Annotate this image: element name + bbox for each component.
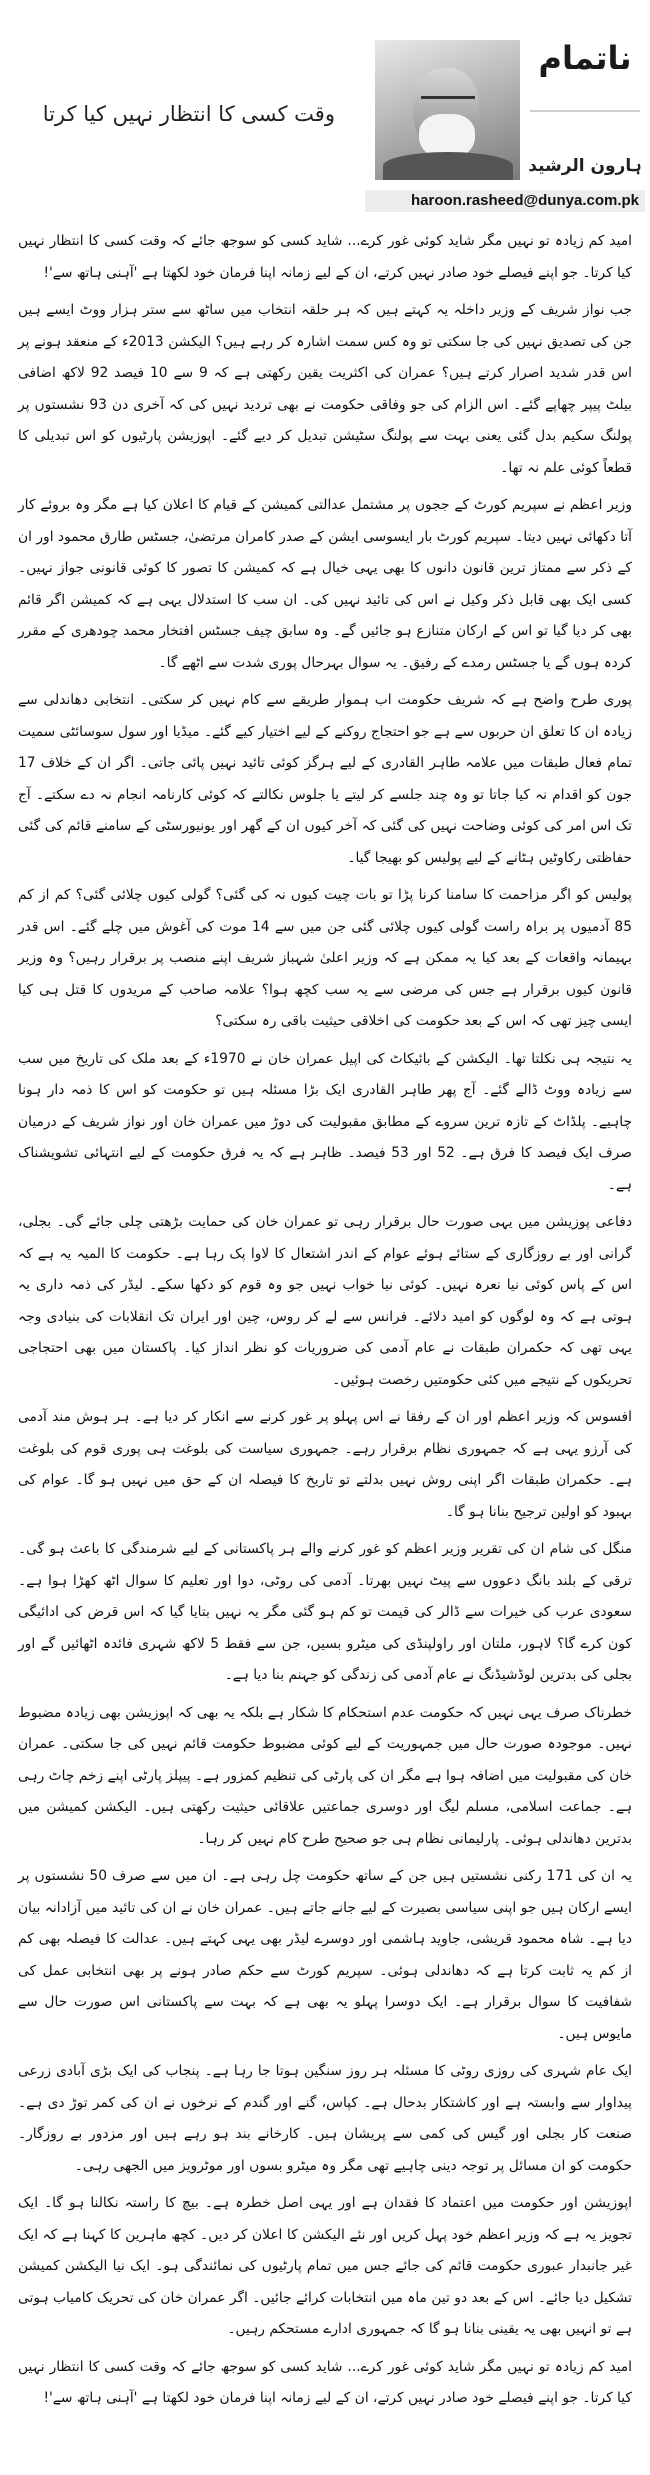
paragraph: امید کم زیادہ تو نہیں مگر شاید کوئی غور کرے... شاید کسی کو سوجھ جائے کہ وقت کسی کا انتظار نہیں کیا کرتا۔ جو اپنے فیصلے خود صادر نہیں کرتے، ان کے لیے زمانہ اپنا فرمان خود لکھتا ہے 'آہنی ہاتھ سے'! — [18, 233, 632, 281]
author-glasses — [421, 96, 475, 107]
paragraph: دفاعی پوزیشن میں یہی صورت حال برقرار رہی تو عمران خان کی حمایت بڑھتی چلی جائے گی۔ بجلی، گرانی اور بے روزگاری کے ستائے ہوئے عوام کے اندر اشتعال کا لاوا پک رہا ہے۔ حکومت کا المیہ یہ ہے کہ اس کے پاس کوئی نیا نعرہ نہیں۔ کوئی نیا خواب نہیں جو وہ قوم کو دکھا سکے۔ لیڈر کی ذمہ داری یہ ہوتی ہے کہ وہ لوگوں کو امید دلائے۔ فرانس سے لے کر روس، چین اور ایران تک انقلابات کی بنیادی وجہ یہی تھی کہ حکمران طبقات نے عام آدمی کی ضروریات کو نظر انداز کیا۔ پاکستان میں بھی احتجاجی تحریکوں کے نتیجے میں کئی حکومتیں رخصت ہوئیں۔ — [18, 1214, 632, 1388]
paragraph: ایک عام شہری کی روزی روٹی کا مسئلہ ہر روز سنگین ہوتا جا رہا ہے۔ پنجاب کی ایک بڑی آبادی زرعی پیداوار سے وابستہ ہے اور کاشتکار بدحال ہے۔ کپاس، گنے اور گندم کے نرخوں نے ان کی کمر توڑ دی ہے۔ صنعت کار بجلی اور گیس کی کمی سے پریشان ہیں۔ کارخانے بند ہو رہے ہیں اور مزدور بے روزگار۔ حکومت کو ان مسائل پر توجہ دینی چاہیے تھی مگر وہ میٹرو بسوں اور موٹرویز میں الجھی رہی۔ — [18, 2063, 632, 2174]
author-photo — [375, 40, 520, 180]
column-header — [0, 0, 650, 218]
author-shoulders — [383, 152, 513, 180]
column-name: ناتمام — [538, 39, 632, 77]
paragraph: منگل کی شام ان کی تقریر وزیر اعظم کو غور کرنے والے ہر پاکستانی کے لیے شرمندگی کا باعث ہو گی۔ ترقی کے بلند بانگ دعووں سے پیٹ نہیں بھرتا۔ آدمی کی روٹی، دوا اور تعلیم کا سوال اٹھ کھڑا ہوا ہے۔ سعودی عرب کی خیرات سے ڈالر کی قیمت تو کم ہو گئی مگر یہ نہیں بتایا گیا کہ اس قرض کی ادائیگی کون کرے گا؟ لاہور، ملتان اور راولپنڈی کی میٹرو بسیں، جن سے فقط 5 لاکھ شہری فائدہ اٹھائیں گے اور بجلی کی بدترین لوڈشیڈنگ نے عام آدمی کی زندگی کو جہنم بنا دیا ہے۔ — [18, 1541, 632, 1683]
paragraph: اپوزیشن اور حکومت میں اعتماد کا فقدان ہے اور یہی اصل خطرہ ہے۔ بیچ کا راستہ نکالنا ہو گا۔ ایک تجویز یہ ہے کہ وزیر اعظم خود پہل کریں اور نئے الیکشن کا اعلان کر دیں۔ کچھ ماہرین کا کہنا ہے کہ ایک غیر جانبدار عبوری حکومت قائم کی جائے جس میں تمام پارٹیوں کی نمائندگی ہو۔ ایک نیا الیکشن کمیشن تشکیل دیا جائے۔ اس کے بعد دو تین ماہ میں انتخابات کرائے جائیں۔ اگر عمران خان کی تحریک کامیاب ہوتی ہے تو انہیں بھی یہ یقینی بنانا ہو گا کہ جمہوری ادارے مستحکم رہیں۔ — [18, 2195, 632, 2337]
paragraph: جب نواز شریف کے وزیر داخلہ یہ کہتے ہیں کہ ہر حلقہ انتخاب میں ساٹھ سے ستر ہزار ووٹ ایسے ہیں جن کی تصدیق نہیں کی جا سکتی تو وہ کس سمت اشارہ کر رہے ہیں؟ الیکشن 2013ء کے منعقد ہونے پر اس قدر شدید اصرار کرتے ہیں؟ عمران کی اکثریت یقین رکھتی ہے کہ 9 سے 10 فیصد 92 لاکھ اضافی بیلٹ پیپر چھاپے گئے۔ اس الزام کی جو وفاقی حکومت نے بھی تردید نہیں کی کہ آخری دن 93 نشستوں پر پولنگ سکیم بدل گئی یعنی بہت سے پولنگ سٹیشن تبدیل کر دیے گئے۔ اپوزیشن پارٹیوں کو اس تبدیلی کا قطعاً کوئی علم نہ تھا۔ — [18, 302, 632, 476]
column-name-rule — [530, 110, 640, 112]
paragraph: پولیس کو اگر مزاحمت کا سامنا کرنا پڑا تو بات چیت کیوں نہ کی گئی؟ گولی کیوں چلائی گئی؟ کم از کم 85 آدمیوں پر براہ راست گولی کیوں چلائی گئی جن میں سے 14 موت کی آغوش میں چلے گئے۔ اس قدر بہیمانہ واقعات کے بعد کیا یہ ممکن ہے کہ وزیر اعلیٰ شہباز شریف اپنے منصب پر برقرار رہیں؟ وہ وزیر قانون کیوں برقرار ہے جس کی مرضی سے یہ سب کچھ ہوا؟ علامہ صاحب کے مریدوں کا قتل ہی کیا ایسی چیز تھی کہ اس کے بعد حکومت کی اخلاقی حیثیت باقی رہ سکتی؟ — [18, 887, 632, 1029]
author-name: ہارون الرشید — [528, 156, 642, 176]
paragraph: افسوس کہ وزیر اعظم اور ان کے رفقا نے اس پہلو پر غور کرنے سے انکار کر دیا ہے۔ ہر ہوش مند آدمی کی آرزو یہی ہے کہ جمہوری نظام برقرار رہے۔ جمہوری سیاست کی بلوغت ہی پوری قوم کی بلوغت ہے۔ حکمران طبقات اگر اپنی روش نہیں بدلتے تو تاریخ کا فیصلہ ان کے حق میں نہیں ہو گا۔ عوام کی بہبود کو اولین ترجیح بنانا ہو گا۔ — [18, 1409, 632, 1520]
paragraph: یہ ان کی 171 رکنی نشستیں ہیں جن کے ساتھ حکومت چل رہی ہے۔ ان میں سے صرف 50 نشستوں پر ایسے ارکان ہیں جو اپنی سیاسی بصیرت کے لیے جانے جاتے ہیں۔ عمران خان نے ان کی تائید میں آزادانہ بیان دیا ہے۔ شاہ محمود قریشی، جاوید ہاشمی اور دوسرے لیڈر بھی یہی کہتے ہیں۔ عدالت کا فیصلہ بھی کم از کم یہ ثابت کرتا ہے کہ دھاندلی ہوئی۔ سپریم کورٹ سے حکم صادر ہونے پر بھی انتخابی عمل کی شفافیت کا سوال برقرار ہے۔ ایک دوسرا پہلو یہ بھی ہے کہ بہت سے پاکستانی اس صورت حال سے مایوس ہیں۔ — [18, 1868, 632, 2042]
article-title: وقت کسی کا انتظار نہیں کیا کرتا — [42, 102, 335, 126]
paragraph: خطرناک صرف یہی نہیں کہ حکومت عدم استحکام کا شکار ہے بلکہ یہ بھی کہ اپوزیشن بھی زیادہ مضبوط نہیں۔ موجودہ صورت حال میں جمہوریت کے لیے کوئی مضبوط حکومت قائم نہیں کی جا سکتی۔ عمران خان کی مقبولیت میں اضافہ ہوا ہے مگر ان کی پارٹی کی تنظیم کمزور ہے۔ پیپلز پارٹی اپنے زخم چاٹ رہی ہے۔ جماعت اسلامی، مسلم لیگ اور دوسری جماعتیں علاقائی حیثیت رکھتی ہیں۔ الیکشن کمیشن میں بدترین دھاندلی ہوئی۔ پارلیمانی نظام ہی جو صحیح طرح کام نہیں کر رہا۔ — [18, 1704, 632, 1847]
article-body — [18, 226, 632, 2421]
paragraph: امید کم زیادہ تو نہیں مگر شاید کوئی غور کرے... شاید کسی کو سوجھ جائے کہ وقت کسی کا انتظار نہیں کیا کرتا۔ جو اپنے فیصلے خود صادر نہیں کرتے، ان کے لیے زمانہ اپنا فرمان خود لکھتا ہے 'آہنی ہاتھ سے'! — [18, 2358, 632, 2406]
paragraph: یہ نتیجہ ہی نکلتا تھا۔ الیکشن کے بائیکاٹ کی اپیل عمران خان نے 1970ء کے بعد ملک کی تاریخ میں سب سے زیادہ ووٹ ڈالے گئے۔ آج پھر طاہر القادری ایک بڑا مسئلہ ہیں تو حکومت کو اس کا ذمہ دار ہونا چاہیے۔ پلڈاٹ کے تازہ ترین سروے کے مطابق مقبولیت کی دوڑ میں عمران خان اور نواز شریف کے درمیان صرف ایک فیصد کا فرق ہے۔ 52 اور 53 فیصد۔ ظاہر ہے کہ یہ فرق حکومت کے لیے انتہائی تشویشناک ہے۔ — [18, 1050, 632, 1193]
paragraph: پوری طرح واضح ہے کہ شریف حکومت اب ہموار طریقے سے کام نہیں کر سکتی۔ انتخابی دھاندلی سے زیادہ ان کا تعلق ان حربوں سے ہے جو احتجاج روکنے کے لیے اختیار کیے گئے۔ میڈیا اور سول سوسائٹی سمیت تمام فعال طبقات میں علامہ طاہر القادری کے لیے ہرگز کوئی تائید نہیں پائی جاتی۔ اگر ان کے خلاف 17 جون کو اقدام نہ کیا جاتا تو وہ چند جلسے کر لیتے یا جلوس نکالتے کہ کوئی کارنامہ انجام نہ دے سکتے۔ آج تک اس امر کی کوئی وضاحت نہیں کی گئی کہ آخر کیوں ان کے گھر اور یونیورسٹی کے سامنے قائم کی گئی حفاظتی رکاوٹیں ہٹانے کے لیے پولیس کو بھیجا گیا۔ — [18, 692, 632, 866]
author-email: haroon.rasheed@dunya.com.pk — [365, 190, 645, 212]
paragraph: وزیر اعظم نے سپریم کورٹ کے ججوں پر مشتمل عدالتی کمیشن کے قیام کا اعلان کیا ہے مگر وہ بروئے کار آتا دکھائی نہیں دیتا۔ سپریم کورٹ بار ایسوسی ایشن کے صدر کامران مرتضیٰ، جسٹس طارق محمود اور ان کے ذکر سے ممتاز ترین قانون دانوں کا بھی یہی خیال ہے کہ کمیشن کا تصور کا کوئی قانونی جواز نہیں۔ کسی ایک بھی قابل ذکر وکیل نے اس کی تائید نہیں کی۔ ان سب کا استدلال یہی ہے کہ کمیشن اگر قائم بھی کر دیا گیا تو اس کے ارکان متنازع ہو جائیں گے۔ وہ سابق چیف جسٹس افتخار محمد چودھری کے مقرر کردہ ہوں گے یا جسٹس رمدے کے رفیق۔ یہ سوال بہرحال پوری شدت سے اٹھے گا۔ — [18, 497, 632, 671]
